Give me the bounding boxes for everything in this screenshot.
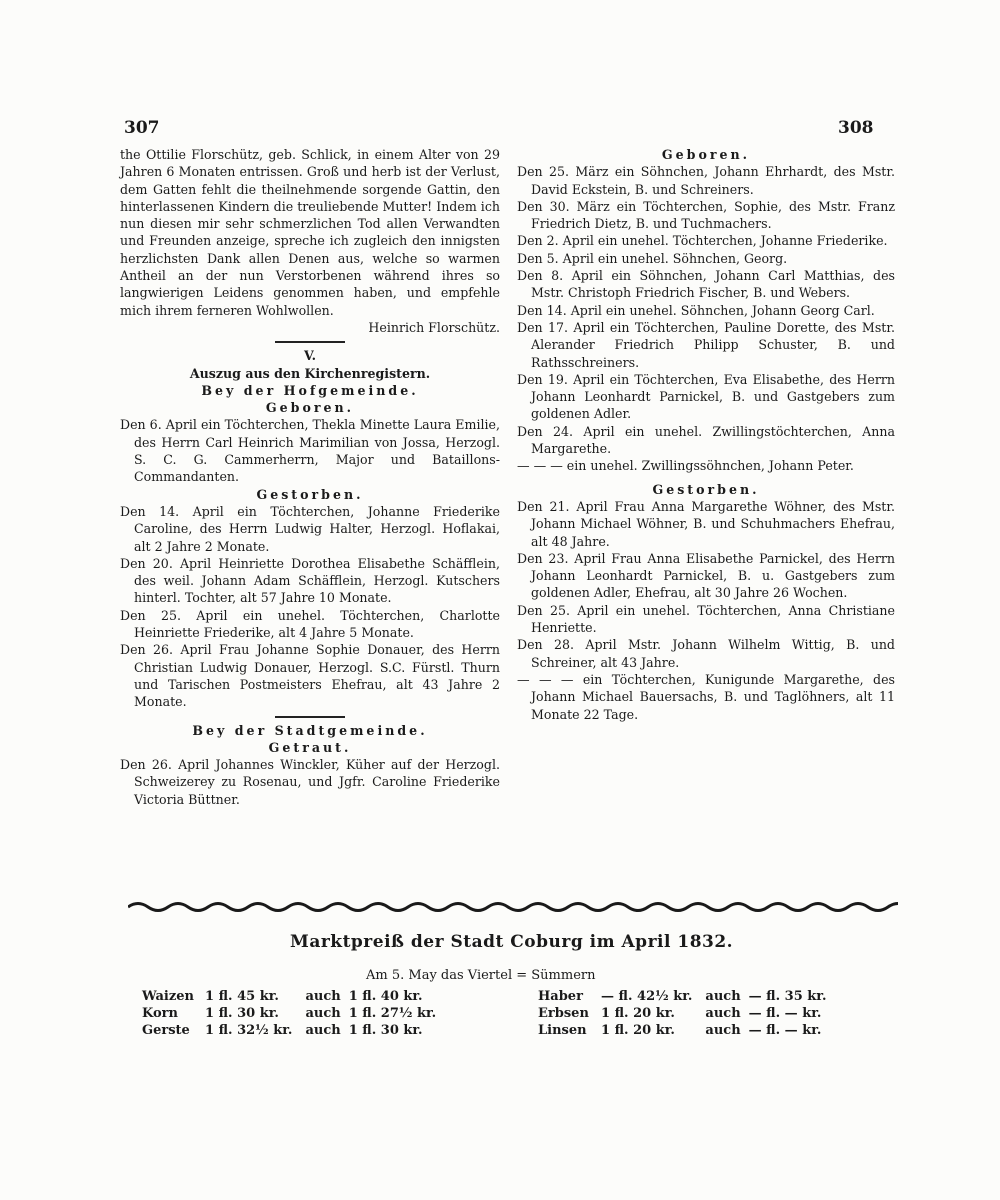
table-row: [538, 1005, 832, 1022]
price-value: 1 fl. 30 kr.: [348, 1023, 423, 1038]
right-gestorben-heading: Gestorben.: [652, 481, 760, 497]
list-item: Den 25. April ein unehel. Töchterchen, Charlotte Heinriette Friederike, alt 4 Jahre 5 Monate.: [120, 607, 500, 641]
stadtgemeinde-heading: Bey der Stadtgemeinde.: [192, 722, 428, 738]
list-item: Den 14. April ein Töchterchen, Johanne Friederike Caroline, des Herrn Ludwig Halter, Herzogl. Hoflakai, alt 2 Jahre 2 Monate.: [120, 503, 500, 554]
grain-name: Haber: [538, 989, 583, 1004]
price-table-right: [538, 988, 832, 1039]
table-row: [142, 1005, 441, 1022]
obituary-signature: Heinrich Florschütz.: [368, 319, 500, 335]
left-geboren-heading: Geboren.: [265, 400, 355, 416]
table-row: [538, 1022, 832, 1039]
price-value: 1 fl. 30 kr.: [205, 1006, 279, 1021]
price-value: — fl. 42½ kr.: [601, 989, 693, 1004]
list-item: Den 30. März ein Töchterchen, Sophie, des Mstr. Franz Friedrich Dietz, B. und Tuchmachers.: [517, 198, 895, 232]
list-item: Den 19. April ein Töchterchen, Eva Elisabethe, des Herrn Johann Leonhardt Parnickel, B. und Gastgebers zum goldenen Adler.: [517, 371, 895, 422]
grain-name: Korn: [142, 1006, 178, 1021]
table-row: [538, 988, 832, 1005]
list-item: Den 20. April Heinriette Dorothea Elisabethe Schäfflein, des weil. Johann Adam Schäfflein, Herzogl. Kutschers hinterl. Tochter, alt 57 Jahre 10 Monate.: [120, 555, 500, 606]
grain-name: Gerste: [142, 1023, 190, 1038]
right-geboren-list: [517, 163, 895, 474]
list-item: Den 21. April Frau Anna Margarethe Wöhner, des Mstr. Johann Michael Wöhner, B. und Schuhmachers Ehefrau, alt 48 Jahre.: [517, 498, 895, 549]
price-value: 1 fl. 20 kr.: [601, 1023, 675, 1038]
list-item: Den 28. April Mstr. Johann Wilhelm Wittig, B. und Schreiner, alt 43 Jahre.: [517, 637, 895, 670]
price-separator: auch: [705, 1006, 741, 1021]
market-title: Marktpreiß der Stadt Coburg im April 1832.: [290, 932, 734, 952]
list-item: Den 5. April ein unehel. Söhnchen, Georg.: [517, 250, 788, 266]
page-number-right: 308: [838, 118, 874, 138]
price-separator: auch: [305, 989, 341, 1004]
grain-name: Erbsen: [538, 1006, 589, 1021]
wave-divider: [128, 900, 898, 914]
right-geboren-heading: Geboren.: [661, 147, 751, 162]
price-separator: auch: [705, 1023, 741, 1038]
list-item: Den 2. April ein unehel. Töchterchen, Johanne Friederike.: [517, 233, 888, 249]
price-value: — fl. 35 kr.: [748, 989, 827, 1004]
right-column: [517, 146, 895, 723]
price-value: 1 fl. 32½ kr.: [205, 1023, 293, 1038]
list-item: Den 26. April Frau Johanne Sophie Donauer, des Herrn Christian Ludwig Donauer, Herzogl. S.C. Fürstl. Thurn und Tarischen Postmeisters Ehefrau, alt 43 Jahre 2 Monate.: [120, 642, 500, 710]
list-item: Den 25. März ein Söhnchen, Johann Ehrhardt, des Mstr. David Eckstein, B. und Schreiners.: [517, 164, 895, 197]
table-row: [142, 1022, 441, 1039]
section-title: Auszug aus den Kirchenregistern.: [189, 365, 431, 381]
list-item: Den 23. April Frau Anna Elisabethe Parnickel, des Herrn Johann Leonhardt Parnickel, B. u. Gastgebers zum goldenen Adler, Ehefrau, alt 30 Jahre 26 Wochen.: [517, 550, 895, 601]
left-column: [120, 146, 500, 808]
list-item: Den 26. April Johannes Winckler, Küher auf der Herzogl. Schweizerey zu Rosenau, und Jgfr. Caroline Friederike Victoria Büttner.: [120, 757, 500, 807]
price-value: 1 fl. 27½ kr.: [348, 1006, 437, 1021]
price-separator: auch: [305, 1023, 341, 1038]
table-row: [142, 988, 441, 1005]
grain-name: Waizen: [142, 989, 194, 1004]
grain-name: Linsen: [538, 1023, 587, 1038]
list-item: Den 25. April ein unehel. Töchterchen, Anna Christiane Henriette.: [517, 602, 895, 636]
page-number-left: 307: [124, 118, 160, 138]
list-item: — — — ein unehel. Zwillingssöhnchen, Johann Peter.: [517, 458, 854, 474]
list-item: Den 14. April ein unehel. Söhnchen, Johann Georg Carl.: [517, 302, 875, 318]
subsection-divider: [275, 716, 345, 718]
list-item: Den 8. April ein Söhnchen, Johann Carl Matthias, des Mstr. Christoph Friedrich Fischer, B. und Webers.: [517, 268, 895, 301]
obituary-text: the Ottilie Florschütz, geb. Schlick, in einem Alter von 29 Jahren 6 Monaten entrissen. Groß und herb ist der Verlust, dem Gatten fehlt die theilnehmende sorgende Gattin, den hinterlassenen Kindern die treuliebende Mutter! Indem ich nun diesen mir sehr schmerzlichen Tod allen Verwandten und Freunden anzeige, spreche ich zugleich den innigsten herzlichsten Dank allen Denen aus, welche so warmen Antheil an der nun Verstorbenen während ihres so langwierigen Leidens genommen haben, und empfehle mich ihrem ferneren Wohlwollen.: [120, 147, 500, 318]
getraut-heading: Getraut.: [268, 739, 352, 755]
market-date-line: Am 5. May das Viertel = Sümmern: [366, 968, 596, 983]
left-geboren-list: [120, 416, 500, 485]
list-item: Den 24. April ein unehel. Zwillingstöchterchen, Anna Margarethe.: [517, 423, 895, 457]
getraut-list: [120, 756, 500, 808]
section-number: V.: [304, 348, 316, 364]
left-gestorben-heading: Gestorben.: [256, 486, 364, 502]
section-divider: [275, 341, 345, 343]
right-gestorben-list: [517, 498, 895, 723]
price-value: 1 fl. 40 kr.: [348, 989, 423, 1004]
left-gestorben-list: [120, 503, 500, 711]
price-separator: auch: [705, 989, 741, 1004]
list-item: Den 6. April ein Töchterchen, Thekla Minette Laura Emilie, des Herrn Carl Heinrich Marimilian von Jossa, Herzogl. S. C. G. Cammerherrn, Major und Bataillons-Commandanten.: [120, 417, 500, 485]
hofgemeinde-heading: Bey der Hofgemeinde.: [201, 382, 419, 398]
price-value: — fl. — kr.: [748, 1006, 822, 1021]
price-value: 1 fl. 20 kr.: [601, 1006, 675, 1021]
list-item: Den 17. April ein Töchterchen, Pauline Dorette, des Mstr. Alerander Friedrich Philipp Schuster, B. und Rathsschreiners.: [517, 319, 895, 370]
price-value: 1 fl. 45 kr.: [205, 989, 279, 1004]
price-table-left: [142, 988, 441, 1039]
price-value: — fl. — kr.: [748, 1023, 822, 1038]
list-item: — — — ein Töchterchen, Kunigunde Margarethe, des Johann Michael Bauersachs, B. und Taglöhners, alt 11 Monate 22 Tage.: [517, 671, 895, 722]
price-separator: auch: [305, 1006, 341, 1021]
